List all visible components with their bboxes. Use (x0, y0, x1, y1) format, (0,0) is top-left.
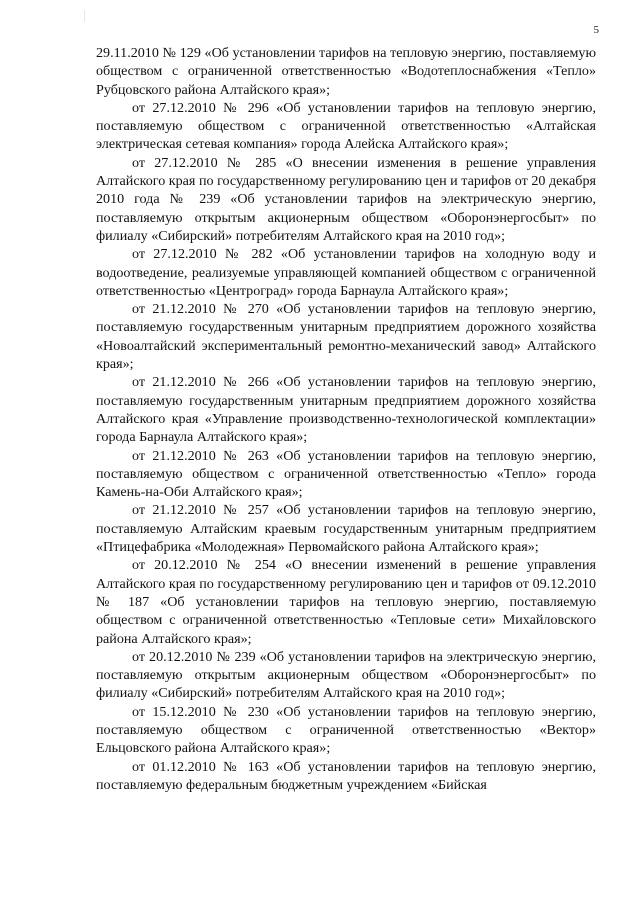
paragraph-2: от 27.12.2010 № 296 «Об установлении тарифов на тепловую энергию, поставляемую обществом с ограниченной ответственностью «Алтайская электрическая сетевая компания» города Алейска Алтайского края»; (96, 99, 596, 153)
paragraph-3: от 27.12.2010 № 285 «О внесении изменения в решение управления Алтайского края по государственному регулированию цен и тарифов от 20 декабря 2010 года № 239 «Об установлении тарифов на электрическую энергию, поставляемую открытым акционерным обществом «Оборонэнергосбыт» по филиалу «Сибирский» потребителям Алтайского края на 2010 год»; (96, 154, 596, 244)
page-number: 5 (593, 24, 599, 36)
paragraph-7: от 21.12.2010 № 263 «Об установлении тарифов на тепловую энергию, поставляемую обществом с ограниченной ответственностью «Тепло» города Камень-на-Оби Алтайского края»; (96, 447, 596, 501)
paragraph-5: от 21.12.2010 № 270 «Об установлении тарифов на тепловую энергию, поставляемую государственным унитарным предприятием дорожного хозяйства «Новоалтайский экспериментальный ремонтно-механический завод» Алтайского края»; (96, 301, 596, 373)
paragraph-4: от 27.12.2010 № 282 «Об установлении тарифов на холодную воду и водоотведение, реализуемые управляющей компанией обществом с ограниченной ответственностью «Центроград» города Барнаула Алтайского края»; (96, 246, 596, 299)
paragraph-11: от 15.12.2010 № 230 «Об установлении тарифов на тепловую энергию, поставляемую обществом с ограниченной ответственностью «Вектор» Ельцовского района Алтайского края»; (96, 703, 596, 757)
paragraph-6: от 21.12.2010 № 266 «Об установлении тарифов на тепловую энергию, поставляемую государственным унитарным предприятием дорожного хозяйства Алтайского края «Управление производственно-технологической комплектации» города Барнаула Алтайского края»; (96, 374, 596, 446)
paragraph-10: от 20.12.2010 № 239 «Об установлении тарифов на электрическую энергию, поставляемую открытым акционерным обществом «Оборонэнергосбыт» по филиалу «Сибирский» потребителям Алтайского края на 2010 год»; (96, 648, 596, 702)
paragraph-1: 29.11.2010 № 129 «Об установлении тарифов на тепловую энергию, поставляемую обществом с ограниченной ответственностью «Водотеплоснабжения «Тепло» Рубцовского района Алтайского края»; (96, 45, 596, 98)
document-body (96, 44, 596, 794)
paragraph-8: от 21.12.2010 № 257 «Об установлении тарифов на тепловую энергию, поставляемую Алтайским краевым государственным унитарным предприятием «Птицефабрика «Молодежная» Первомайского района Алтайского края»; (96, 502, 596, 556)
paragraph-9: от 20.12.2010 № 254 «О внесении изменений в решение управления Алтайского края по государственному регулированию цен и тарифов от 09.12.2010 № 187 «Об установлении тарифов на тепловую энергию, поставляемую обществом с ограниченной ответственностью «Тепловые сети» Михайловского района Алтайского края»; (96, 557, 596, 647)
scan-edge-mark (84, 10, 85, 22)
paragraph-12: от 01.12.2010 № 163 «Об установлении тарифов на тепловую энергию, поставляемую федеральным бюджетным учреждением «Бийская (96, 758, 596, 793)
